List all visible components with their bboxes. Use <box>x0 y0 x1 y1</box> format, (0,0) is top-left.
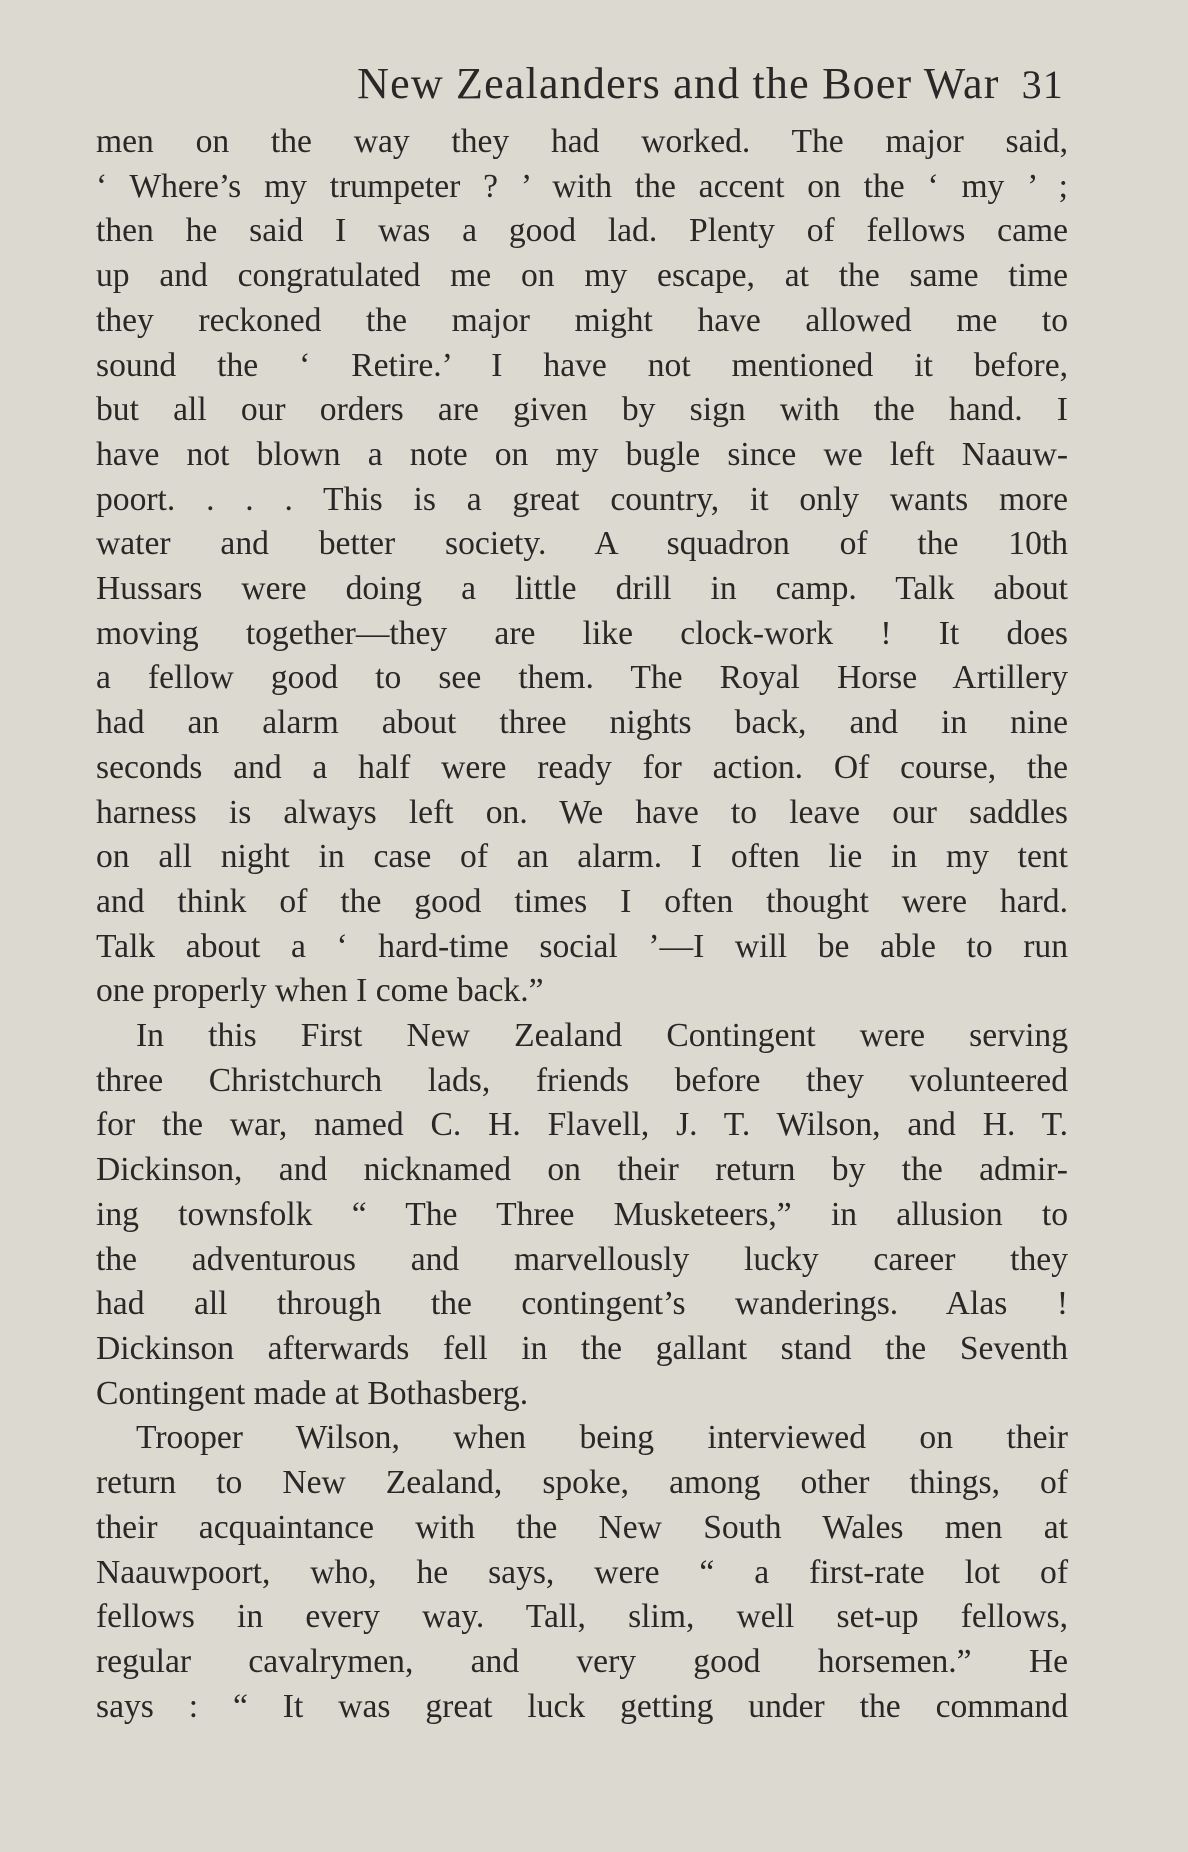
text-line: regular cavalrymen, and very good horsemen.” He <box>96 1642 1068 1680</box>
page-number: 31 <box>1021 62 1064 107</box>
text-line: says : “ It was great luck getting under the command <box>96 1687 1068 1725</box>
text-line: Dickinson afterwards fell in the gallant stand the Seventh <box>96 1329 1068 1367</box>
text-line: three Christchurch lads, friends before they volunteered <box>96 1061 1068 1099</box>
text-line: on all night in case of an alarm. I often lie in my tent <box>96 838 1068 876</box>
text-line: seconds and a half were ready for action. Of course, the <box>96 748 1068 786</box>
text-line: a fellow good to see them. The Royal Horse Artillery <box>96 659 1068 697</box>
text-line: moving together—they are like clock-work ! It does <box>96 614 1068 652</box>
text-line: Talk about a ‘ hard-time social ’—I will be able to run <box>96 927 1068 965</box>
text-line: up and congratulated me on my escape, at the same time <box>96 257 1068 295</box>
text-line: one properly when I come back.” <box>96 972 544 1010</box>
text-line: they reckoned the major might have allowed me to <box>96 301 1068 339</box>
text-line: Dickinson, and nicknamed on their return by the admir- <box>96 1151 1068 1189</box>
running-head <box>96 58 1068 114</box>
paragraph-1 <box>96 120 1068 1014</box>
text-line: harness is always left on. We have to leave our saddles <box>96 793 1068 831</box>
text-line: have not blown a note on my bugle since we left Naauw- <box>96 435 1068 473</box>
text-line: In this First New Zealand Contingent were serving <box>136 1017 1068 1055</box>
text-line: for the war, named C. H. Flavell, J. T. Wilson, and H. T. <box>96 1106 1068 1144</box>
text-line: Naauwpoort, who, he says, were “ a first-rate lot of <box>96 1553 1068 1591</box>
text-line: Contingent made at Bothasberg. <box>96 1374 529 1412</box>
text-line: but all our orders are given by sign with the hand. I <box>96 391 1068 429</box>
text-line: sound the ‘ Retire.’ I have not mentioned it before, <box>96 346 1068 384</box>
text-line: ing townsfolk “ The Three Musketeers,” in allusion to <box>96 1195 1068 1233</box>
text-line: had all through the contingent’s wanderings. Alas ! <box>96 1285 1068 1323</box>
text-line: Hussars were doing a little drill in camp. Talk about <box>96 570 1068 608</box>
running-head-title: New Zealanders and the Boer War <box>357 59 1000 108</box>
text-line: fellows in every way. Tall, slim, well set-up fellows, <box>96 1598 1068 1636</box>
book-page <box>96 58 1068 1729</box>
text-line: return to New Zealand, spoke, among other things, of <box>96 1464 1068 1502</box>
text-line: the adventurous and marvellously lucky career they <box>96 1240 1068 1278</box>
paragraph-3 <box>96 1416 1068 1729</box>
paragraph-2 <box>96 1014 1068 1416</box>
text-line: and think of the good times I often thought were hard. <box>96 882 1068 920</box>
body-text <box>96 120 1068 1729</box>
text-line: poort. . . . This is a great country, it only wants more <box>96 480 1068 518</box>
text-line: then he said I was a good lad. Plenty of fellows came <box>96 212 1068 250</box>
text-line: their acquaintance with the New South Wales men at <box>96 1508 1068 1546</box>
text-line: Trooper Wilson, when being interviewed on their <box>136 1419 1068 1457</box>
text-line: water and better society. A squadron of the 10th <box>96 525 1068 563</box>
text-line: ‘ Where’s my trumpeter ? ’ with the accent on the ‘ my ’ ; <box>96 167 1068 205</box>
text-line: had an alarm about three nights back, and in nine <box>96 704 1068 742</box>
text-line: men on the way they had worked. The major said, <box>96 123 1068 160</box>
